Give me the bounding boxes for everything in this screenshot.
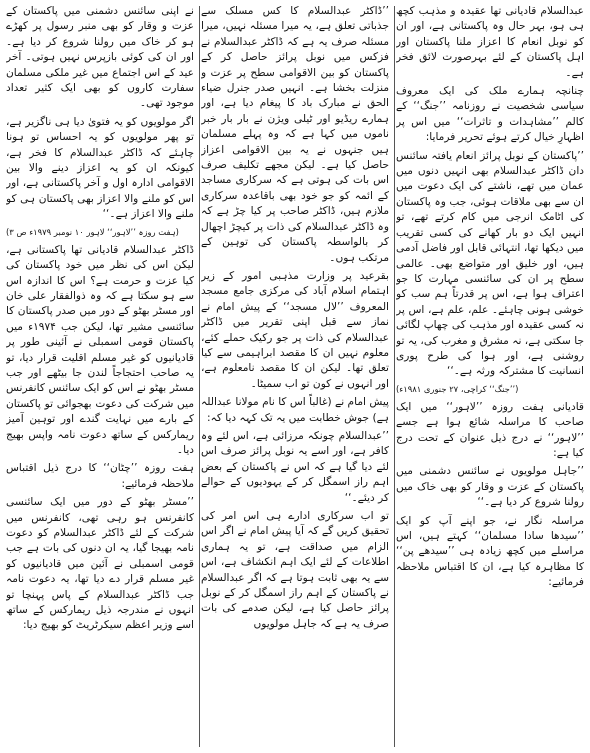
body-paragraph: قادیانی ہفت روزہ ’’لاہور‘‘ میں ایک صاحب کا مراسلہ شائع ہوا ہے جسے ’’لاہور‘‘ نے درج ذیل عنوان کے تحت درج کیا ہے:	[396, 400, 584, 459]
body-paragraph: نے اپنی سائنس دشمنی میں پاکستان کے عزت و وقار کو بھی منبر رسول پر کھڑے ہو کر خاک میں رولنا شروع کر دیا ہے۔ اور ان کی کوئی بازپرس نہیں ہوتی۔ آخر عید کے اس اجتماع میں غیر ملکی مسلمان سفارت کاروں کو بھی ایک کثیر تعداد موجود تھی۔	[6, 5, 194, 110]
quoted-passage: ’’جاہل مولویوں نے سائنس دشمنی میں پاکستان کے عزت و وقار کو بھی خاک میں رولنا شروع کر دیا ہے۔‘‘	[396, 465, 584, 509]
body-paragraph: پیش امام نے (غالباً اس کا نام مولانا عبداللہ ہے) جوش خطابت میں یہ تک کہہ دیا کہ:	[201, 396, 389, 424]
source-citation: (ہفت روزہ ’’لاہور‘‘ لاہور ۱۰ نومبر ۱۹۷۹ء ص ۳)	[6, 226, 179, 237]
quoted-passage: ’’مسٹر بھٹو کے دور میں ایک سائنسی کانفرنس ہو رہی تھی، کانفرنس میں شرکت کے لئے ڈاکٹر عبدالسلام کو دعوت نامہ بھیجا گیا، یہ ان دنوں کی بات ہے جب قومی اسمبلی نے آئین میں قادیانیوں کو غیر مسلم قرار دے دیا تھا، یہ دعوت نامہ جب ڈاکٹر عبدالسلام کے پاس پہنچا تو انہوں نے مندرجہ ذیل ریمارکس کے ساتھ اسے وزیر اعظم سیکرٹریٹ کو بھیج دیا:	[6, 496, 194, 632]
body-paragraph: ڈاکٹر عبدالسلام قادیانی تھا پاکستانی ہے، لیکن اس کی نظر میں خود پاکستان کی کیا عزت و حرمت ہے؟ اس کا اندازہ اس سے ہو سکتا ہے کہ وہ ذوالفقار علی خان اور مسٹر بھٹو کے دور میں صدر پاکستان کا سائنسی مشیر تھا، لیکن جب ۱۹۷۴ء میں پاکستان قومی اسمبلی نے آئینی طور پر قادیانیوں کو غیر مسلم اقلیت قرار دیا، تو یہ صاحب احتجاجاً لندن جا بیٹھے اور جب مسٹر بھٹو نے اس کو ایک سائنس کانفرنس میں شرکت کی دعوت بھجوائی تو پاکستان کے بارے میں نہایت گندے اور توہین آمیز ریمارکس کے ساتھ دعوت نامہ واپس بھیج دیا۔	[6, 243, 194, 456]
body-paragraph: تو اب سرکاری ادارے ہی اس امر کی تحقیق کریں گے کہ آیا پیش امام نے اگر اس الزام میں صداقت ہے، تو یہ ہماری اطلاعات کے لئے ایک اہم انکشاف ہے، اس سے یہ بھی ثابت ہوتا ہے کہ اگر عبدالسلام نے پاکستان کے اہم راز اسمگل کر کے نوبل پرائز حاصل کیا ہے، لیکن صدمے کی بات صرف یہ ہے کہ جاہل مولویوں	[201, 510, 389, 630]
column-left	[6, 4, 194, 749]
body-paragraph: عبدالسلام قادیانی تھا عقیدہ و مذہب کچھ ہی ہو، بہر حال وہ پاکستانی ہے، اور ان کو نوبل انعام کا اعزاز ملنا پاکستان اور اہل پاکستان کے لئے بہرصورت لائق فخر ہے۔	[396, 5, 584, 79]
body-paragraph: مراسلہ نگار نے، جو اپنے آپ کو ایک ’’سیدھا سادا مسلمان‘‘ کہتے ہیں، اس مراسلے میں کچھ زیادہ ہی ’’سیدھے پن‘‘ کا مظاہرہ کیا ہے، ان کا اقتباس ملاحظہ فرمائیے:	[396, 514, 584, 589]
column-right	[396, 4, 584, 749]
quoted-passage: ’’عبدالسلام چونکہ مرزائی ہے، اس لئے وہ کافر ہے، اور اسے یہ نوبل پرائز صرف اس لئے دیا گیا ہے کہ اس نے پاکستان کے بعض اہم راز اسمگل کر کے یہودیوں کے حوالے کر دیئے۔‘‘	[201, 429, 389, 504]
source-citation: (’’جنگ‘‘ کراچی، ۲۷ جنوری ۱۹۸۱ء)	[396, 383, 519, 394]
body-paragraph: چنانچہ ہمارے ملک کی ایک معروف سیاسی شخصیت نے روزنامہ ’’جنگ‘‘ کے کالم ’’مشاہدات و تاثرات‘‘ میں اس پر اظہارِ خیال کرتے ہوئے تحریر فرمایا:	[396, 85, 584, 144]
quoted-passage: ’’پاکستان کے نوبل پرائز انعام یافتہ سائنس دان ڈاکٹر عبدالسلام بھی انہیں دنوں میں عمان میں تھے، ناشتے کی ایک دعوت میں ان سے بھی ملاقات ہوئی، جب وہ پاکستان کی اٹامک انرجی میں کام کرتے تھے، تو انہیں ایک دو بار کھانے کی کسی تقریب میں دیکھا تھا، انتہائی قابل اور فاضل آدمی ہیں، اور خلیق اور متواضع بھی۔ عالمی سطح پر ان کی سائنسی مہارت کا جو اعتراف ہوا ہے، اس پر قدرتاً ہم سب کو خوشی ہونی چاہئے۔ علم، علم ہے، اس پر نہ کسی عقیدہ اور مذہب کی چھاپ لگائی جا سکتی ہے، نہ مشرق و مغرب کی، یہ تو روشنی ہے، اور ہوا کی طرح پوری انسانیت کا مشترکہ ورثہ ہے۔‘‘	[396, 149, 584, 378]
column-middle	[201, 4, 389, 749]
body-paragraph: بقرعید پر وزارت مذہبی امور کے زیر اہتمام اسلام آباد کی مرکزی جامع مسجد المعروف ’’لال مسجد‘‘ کے پیش امام نے نماز سے قبل اپنی تقریر میں ڈاکٹر عبدالسلام کی ذات پر جو رکیک حملے کئے، معلوم نہیں ان کا مقصد ابراہیمی سے کیا تعلق تھا۔ لیکن ان کا مقصد نامعلوم ہے، اور انہوں نے کون تو اب سمیٹا۔	[201, 269, 389, 390]
body-paragraph: اگر مولویوں کو یہ فتویٰ دیا ہی ناگزیر ہے، تو پھر مولویوں کو یہ احساس تو ہونا چاہئے کہ ڈاکٹر عبدالسلام کا فخر ہے، کیونکہ ان کو یہ اعزاز دینے والا بین الاقوامی ادارہ اول و آخر پاکستانی ہے، اور اس کو ملنے والا اعزاز بھی پاکستان ہی کو ملنے والا اعزاز ہے۔‘‘	[6, 115, 194, 221]
body-paragraph: ہفت روزہ ’’چٹان‘‘ کا درج ذیل اقتباس ملاحظہ فرمائیے:	[6, 462, 194, 490]
column-divider	[394, 6, 395, 747]
column-divider	[199, 6, 200, 747]
quoted-passage: ’’ڈاکٹر عبدالسلام کا کس مسلک سے جذباتی تعلق ہے، یہ میرا مسئلہ نہیں، میرا مسئلہ صرف یہ ہے کہ ڈاکٹر عبدالسلام نے فزکس میں نوبل پرائز حاصل کر کے پاکستان کو بین الاقوامی سطح پر عزت و منزلت بخشا ہے۔ انہیں صدر جنرل ضیاء الحق نے مبارک باد کا پیغام دیا ہے، اور ہمارے ریڈیو اور ٹیلی ویژن نے بار بار خبر ناموں میں کہا ہے کہ وہ پہلے مسلمان ہیں جنہوں نے یہ بین الاقوامی اعزاز حاصل کیا ہے۔ لیکن مجھے تکلیف صرف اس بات کی ہوتی ہے کہ سرکاری مساجد کے ائمہ کو جو خود بھی باقاعدہ سرکاری ملازم ہیں، ڈاکٹر صاحب پر کیا چڑ ہے کہ وہ ڈاکٹر عبدالسلام کی ذات پر کیچڑ اچھال کر بالواسطہ پاکستان کی توہین کے مرتکب ہوں۔	[201, 5, 389, 264]
